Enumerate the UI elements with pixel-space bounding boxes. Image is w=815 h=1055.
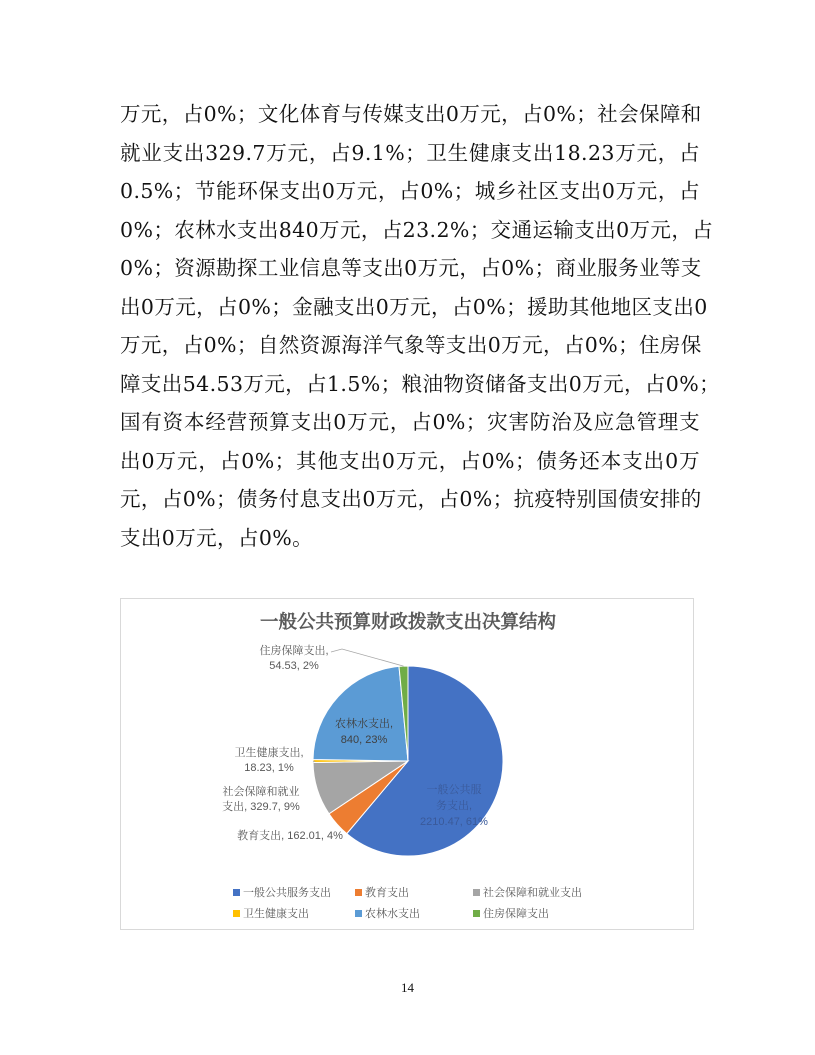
leader-line [331,649,403,666]
legend-label: 农林水支出 [365,908,420,920]
pie-chart-frame [120,598,694,930]
text-line: 万元，占0%；自然资源海洋气象等支出0万元，占0%；住房保 [120,333,702,357]
data-label: 卫生健康支出, [234,747,304,759]
text-line: 出0万元，占0%；金融支出0万元，占0%；援助其他地区支出0 [120,294,708,319]
data-label: 54.53, 2% [269,660,319,672]
text-line: 0%；资源勘探工业信息等支出0万元，占0%；商业服务业等支 [120,256,702,280]
chart-title: 一般公共预算财政拨款支出决算结构 [259,611,557,632]
data-label: 农林水支出, [334,718,394,730]
data-label: 2210.47, 61% [420,816,488,828]
legend-label: 社会保障和就业支出 [483,887,582,899]
text-line: 出0万元，占0%；其他支出0万元，占0%；债务还本支出0万 [120,448,700,473]
data-label: 840, 23% [340,734,388,746]
legend-swatch [355,910,362,917]
data-label: 一般公共服 [426,784,482,796]
legend-label: 一般公共服务支出 [243,887,331,899]
legend-label: 住房保障支出 [483,908,549,920]
text-line: 障支出54.53万元，占1.5%；粮油物资储备支出0万元，占0%； [120,371,721,396]
text-line: 国有资本经营预算支出0万元，占0%；灾害防治及应急管理支 [120,410,700,434]
text-line: 0.5%；节能环保支出0万元，占0%；城乡社区支出0万元，占 [120,179,700,203]
data-label: 社会保障和就业 [222,786,300,798]
legend-label: 教育支出 [365,887,409,899]
text-line: 万元，占0%；文化体育与传媒支出0万元，占0%；社会保障和 [120,102,702,126]
data-label: 住房保障支出, [259,645,329,657]
page-number: 14 [401,980,414,995]
legend-swatch [233,910,240,917]
text-line: 元，占0%；债务付息支出0万元，占0%；抗疫特别国债安排的 [120,487,702,511]
data-label: 教育支出, 162.01, 4% [237,830,343,842]
legend-swatch [473,889,480,896]
body-paragraph [120,95,721,557]
text-line: 支出0万元，占0%。 [120,525,314,550]
text-line: 0%；农林水支出840万元，占23.2%；交通运输支出0万元，占 [120,217,714,242]
legend-swatch [233,889,240,896]
legend-swatch [473,910,480,917]
legend-label: 卫生健康支出 [243,908,309,920]
data-label: 18.23, 1% [244,762,294,774]
pie-slice-4 [313,666,408,761]
text-line: 就业支出329.7万元，占9.1%；卫生健康支出18.23万元，占 [120,140,700,165]
legend-swatch [355,889,362,896]
pie-chart [121,599,695,931]
data-label: 支出, 329.7, 9% [222,801,300,813]
data-label: 务支出, [435,800,473,812]
